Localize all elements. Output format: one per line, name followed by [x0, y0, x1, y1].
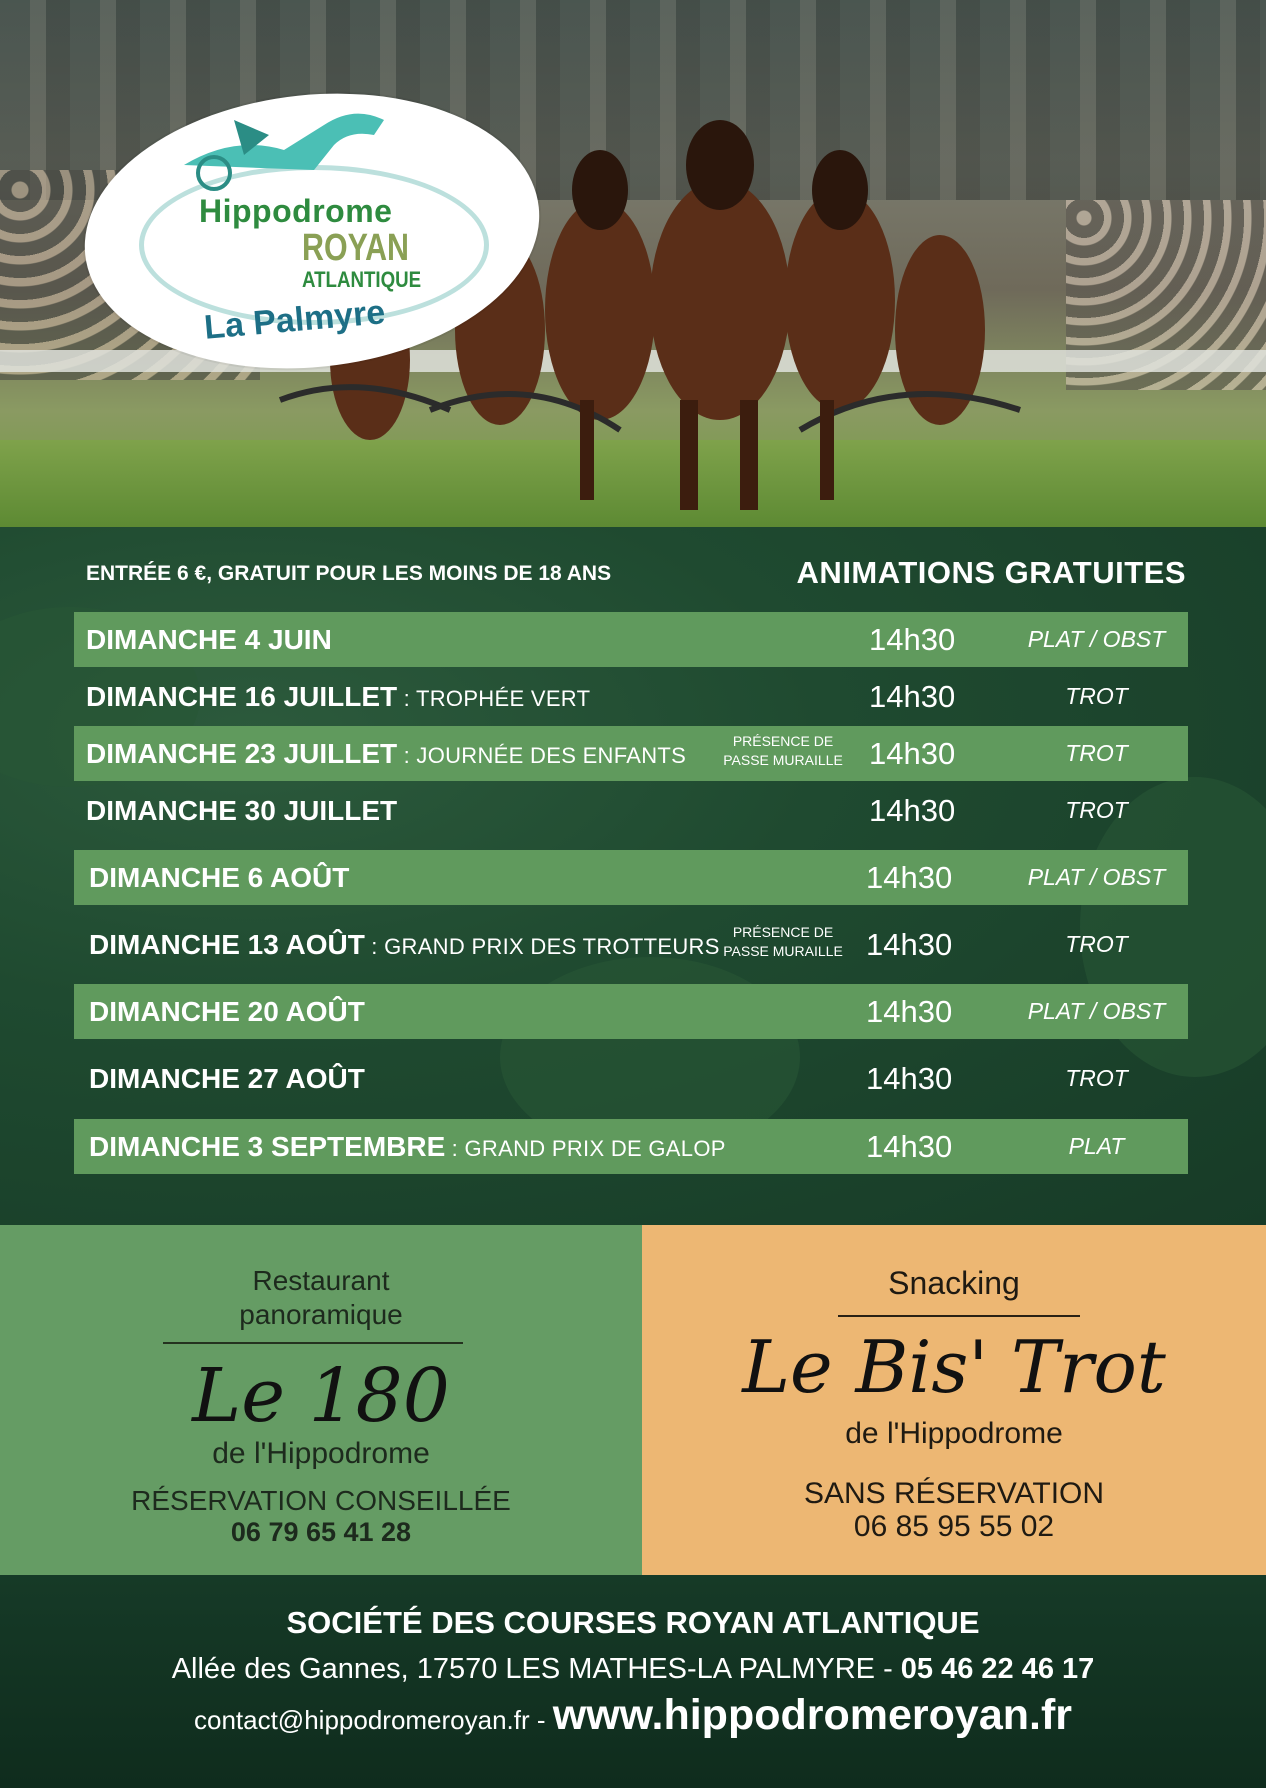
main-phone: 05 46 22 46 17 [900, 1653, 1095, 1685]
race-subtitle: : TROPHÉE VERT [397, 686, 591, 711]
divider [163, 1342, 463, 1344]
restaurant-panel [0, 1225, 642, 1575]
snacking-subtitle: de l'Hippodrome [845, 1417, 1063, 1450]
race-date: DIMANCHE 4 JUIN [86, 624, 332, 655]
website-link[interactable]: www.hippodromeroyan.fr [552, 1691, 1072, 1739]
race-date: DIMANCHE 20 AOÛT [89, 996, 365, 1027]
restaurant-title-line1: Restaurant [252, 1265, 390, 1296]
race-date: DIMANCHE 3 SEPTEMBRE [89, 1131, 446, 1162]
race-type: PLAT / OBST [1027, 998, 1166, 1024]
race-row [74, 917, 1188, 972]
race-date: DIMANCHE 27 AOÛT [89, 1063, 365, 1094]
race-date: DIMANCHE 16 JUILLET [86, 681, 398, 712]
race-row [74, 669, 1188, 724]
race-type: PLAT / OBST [1027, 626, 1166, 652]
snacking-panel [642, 1225, 1266, 1575]
race-time: 14h30 [869, 679, 956, 714]
race-schedule [0, 527, 1266, 1225]
race-row [74, 726, 1188, 781]
passe-muraille-note: PRÉSENCE DE PASSE MURAILLE [723, 733, 843, 768]
sulky-horse-icon [174, 95, 414, 195]
race-row [74, 783, 1188, 838]
race-type: TROT [1065, 683, 1128, 709]
race-time: 14h30 [869, 736, 956, 771]
race-date: DIMANCHE 30 JUILLET [86, 795, 398, 826]
race-time: 14h30 [869, 793, 956, 828]
address: Allée des Gannes, 17570 LES MATHES-LA PALMYRE - [171, 1653, 901, 1685]
race-time: 14h30 [866, 1129, 953, 1164]
footer [0, 1575, 1266, 1788]
logo-line-hippodrome: Hippodrome [199, 193, 393, 229]
race-subtitle: : JOURNÉE DES ENFANTS [397, 743, 687, 768]
race-type: TROT [1065, 797, 1128, 823]
race-type: PLAT [1068, 1133, 1125, 1159]
race-subtitle: : GRAND PRIX DES TROTTEURS [364, 934, 720, 959]
restaurant-name: Le 180 [192, 1353, 450, 1439]
race-time: 14h30 [866, 860, 953, 895]
logo-line-atlantique: ATLANTIQUE [302, 267, 422, 292]
free-animations-heading: ANIMATIONS GRATUITES [796, 555, 1186, 590]
race-time: 14h30 [866, 994, 953, 1029]
race-date: DIMANCHE 6 AOÛT [89, 862, 350, 893]
restaurant-phone: 06 79 65 41 28 [230, 1517, 412, 1547]
race-row [74, 612, 1188, 667]
race-time: 14h30 [869, 622, 956, 657]
snacking-title: Snacking [888, 1265, 1020, 1301]
race-row [74, 850, 1188, 905]
logo-line-la-palmyre: La Palmyre [202, 293, 387, 347]
race-subtitle: : GRAND PRIX DE GALOP [445, 1136, 726, 1161]
snacking-name: Le Bis' Trot [742, 1325, 1166, 1409]
race-type: PLAT / OBST [1027, 864, 1166, 890]
passe-muraille-note: PRÉSENCE DE PASSE MURAILLE [723, 924, 843, 959]
restaurant-title-line2: panoramique [239, 1299, 403, 1330]
email-link[interactable]: contact@hippodromeroyan.fr - [193, 1705, 553, 1735]
race-date: DIMANCHE 13 AOÛT [89, 929, 365, 960]
race-row [74, 1051, 1188, 1106]
race-type: TROT [1065, 740, 1128, 766]
restaurant-subtitle: de l'Hippodrome [212, 1437, 430, 1470]
race-row [74, 1119, 1188, 1174]
snacking-phone: 06 85 95 55 02 [853, 1510, 1055, 1543]
entry-price-text: ENTRÉE 6 €, GRATUIT POUR LES MOINS DE 18 ANS [86, 562, 612, 585]
divider [838, 1315, 1080, 1317]
race-type: TROT [1065, 1065, 1128, 1091]
race-time: 14h30 [866, 927, 953, 962]
race-type: TROT [1065, 931, 1128, 957]
restaurant-reservation: RÉSERVATION CONSEILLÉE [131, 1485, 511, 1516]
snacking-reservation: SANS RÉSERVATION [803, 1477, 1105, 1510]
race-date: DIMANCHE 23 JUILLET [86, 738, 398, 769]
race-time: 14h30 [866, 1061, 953, 1096]
society-name: SOCIÉTÉ DES COURSES ROYAN ATLANTIQUE [286, 1605, 980, 1640]
hippodrome-logo [71, 72, 553, 390]
logo-line-royan: ROYAN [302, 227, 409, 269]
race-row [74, 984, 1188, 1039]
